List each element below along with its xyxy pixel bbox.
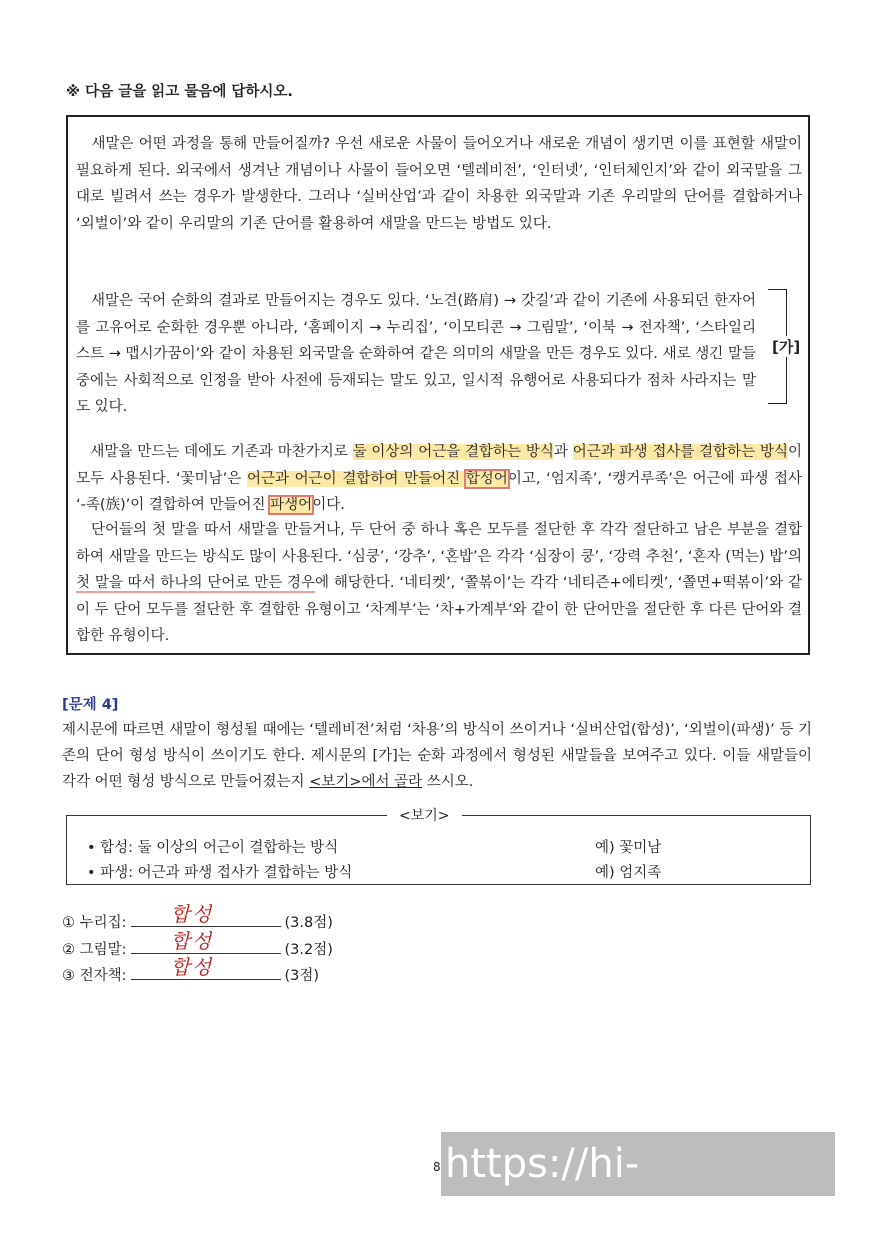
- underlined-phrase: 첫 말을 따서 하나의 단어로 만든 경우: [76, 575, 316, 592]
- passage-paragraph-3: [76, 439, 802, 519]
- answer-line-3: [62, 955, 320, 985]
- bracket-label: [가]: [772, 338, 801, 356]
- passage-text: 과: [553, 444, 573, 460]
- answer-points: (3.8점): [284, 915, 333, 931]
- question-text-part: 쓰시오.: [422, 774, 474, 790]
- example-definition: • 합성: 둘 이상의 어근이 결합하는 방식: [87, 840, 339, 856]
- highlight: 어근과 파생 접사를 결합하는 방식: [572, 444, 788, 460]
- page-number: 8: [433, 1160, 441, 1174]
- example-box: [66, 808, 811, 885]
- question-text: [62, 717, 812, 795]
- example-row: [87, 836, 787, 857]
- passage-text: 새말을 만드는 데에도 기존과 마찬가지로: [90, 444, 353, 460]
- passage-text: 이고, ‘엄지족’, ‘캥거루족’은 어근에 파생 접사 ‘-족(族)’이 결합하여 만들어진: [76, 470, 802, 514]
- highlight: 둘 이상의 어근을 결합하는 방식: [352, 444, 554, 460]
- passage-text: 단어들의 첫 말을 따서 새말을 만들거나, 두 단어 중 하나 혹은 모두를 절단한 후 각각 절단하고 남은 부분을 결합하여 새말을 만드는 방식도 많이 사용된다. ‘심쿵’, ‘강추’, ‘혼밥’은 각각 ‘심장이 쿵’, ‘강력 추천’, ‘혼자 (먹는) 밥’의: [76, 522, 802, 565]
- answer-points: (3점): [284, 968, 320, 984]
- example-row: [87, 861, 787, 882]
- passage-text: 에 해당한다. ‘네티켓’, ‘쫄볶이’는 각각 ‘네티즌+에티켓’, ‘쫄면+떡볶이’와 같이 두 단어 모두를 절단한 후 결합한 유형이고 ‘차계부’는 ‘차+가계부’와 같이 한 단어만을 절단한 후 다른 단어와 결합한 유형이다.: [76, 575, 802, 645]
- answer-label: ③ 전자책:: [62, 968, 127, 984]
- answer-label: ① 누리집:: [62, 915, 127, 931]
- passage-paragraph-4: [76, 517, 802, 650]
- question-title: [문제 4]: [62, 697, 119, 713]
- question-text-part: 제시문에 따르면 새말이 형성될 때에는 ‘텔레비전’처럼 ‘차용’의 방식이 쓰이거나 ‘실버산업(합성)’, ‘외벌이(파생)’ 등 기존의 단어 형성 방식이 쓰이기도 한다. 제시문의 [가]는 순화 과정에서 형성된 새말들을 보여주고 있다. 이들 새말들이 각각 어떤 형성 방식으로 만들어졌는지: [62, 722, 812, 790]
- answer-label: ② 그림말:: [62, 942, 127, 958]
- instruction: ※ 다음 글을 읽고 물음에 답하시오.: [66, 84, 293, 100]
- watermark: https://hi-ssam.com: [441, 1132, 835, 1196]
- handwritten-answer: 합성: [170, 955, 214, 979]
- passage-text: 이 모두 사용된다. ‘꽃미남’은: [76, 444, 803, 487]
- highlight: 어근과 어근이 결합하여 만들어진: [246, 470, 466, 487]
- boxed-term: 파생어: [270, 497, 313, 514]
- example-definition: • 파생: 어근과 파생 접사가 결합하는 방식: [87, 865, 353, 881]
- passage-text: 새말은 어떤 과정을 통해 만들어질까? 우선 새로운 사물이 들어오거나 새로운 개념이 생기면 이를 표현할 새말이 필요하게 된다. 외국에서 생겨난 개념이나 사물이 들어오면 ‘텔레비전’, ‘인터넷’, ‘인터체인지’와 같이 외국말을 그대로 빌려서 쓰는 경우가 발생한다. 그러나 ‘실버산업’과 같이 차용한 외국말과 기존 우리말의 단어를 결합하거나 ‘외벌이’와 같이 우리말의 기존 단어를 활용하여 새말을 만드는 방법도 있다.: [76, 136, 802, 232]
- answer-points: (3.2점): [284, 942, 333, 958]
- example-box-title: <보기>: [387, 805, 462, 825]
- passage-text: 새말은 국어 순화의 결과로 만들어지는 경우도 있다. ‘노견(路肩) → 갓길’과 같이 기존에 사용되던 한자어를 고유어로 순화한 경우뿐 아니라, ‘홈페이지 → 누리집’, ‘이모티콘 → 그림말’, ‘이북 → 전자책’, ‘스타일리스트 → 맵시가꿈이’와 같이 차용된 외국말을 순화하여 같은 의미의 새말을 만든 경우도 있다. 새로 생긴 말들 중에는 사회적으로 인정을 받아 사전에 등재되는 말도 있고, 일시적 유행어로 사용되다가 점차 사라지는 말도 있다.: [76, 293, 756, 416]
- example-word: 예) 엄지족: [595, 865, 662, 881]
- answer-blank[interactable]: [131, 955, 281, 980]
- handwritten-answer: 합성: [170, 929, 214, 953]
- underlined-instruction: <보기>에서 골라: [309, 774, 423, 790]
- passage-paragraph-2: [76, 288, 756, 421]
- handwritten-answer: 합성: [170, 902, 214, 926]
- passage-paragraph-1: [76, 131, 802, 237]
- passage-text: 이다.: [312, 497, 345, 514]
- reading-passage-box: [66, 115, 810, 655]
- example-word: 예) 꽃미남: [595, 840, 662, 856]
- boxed-term: 합성어: [465, 470, 508, 487]
